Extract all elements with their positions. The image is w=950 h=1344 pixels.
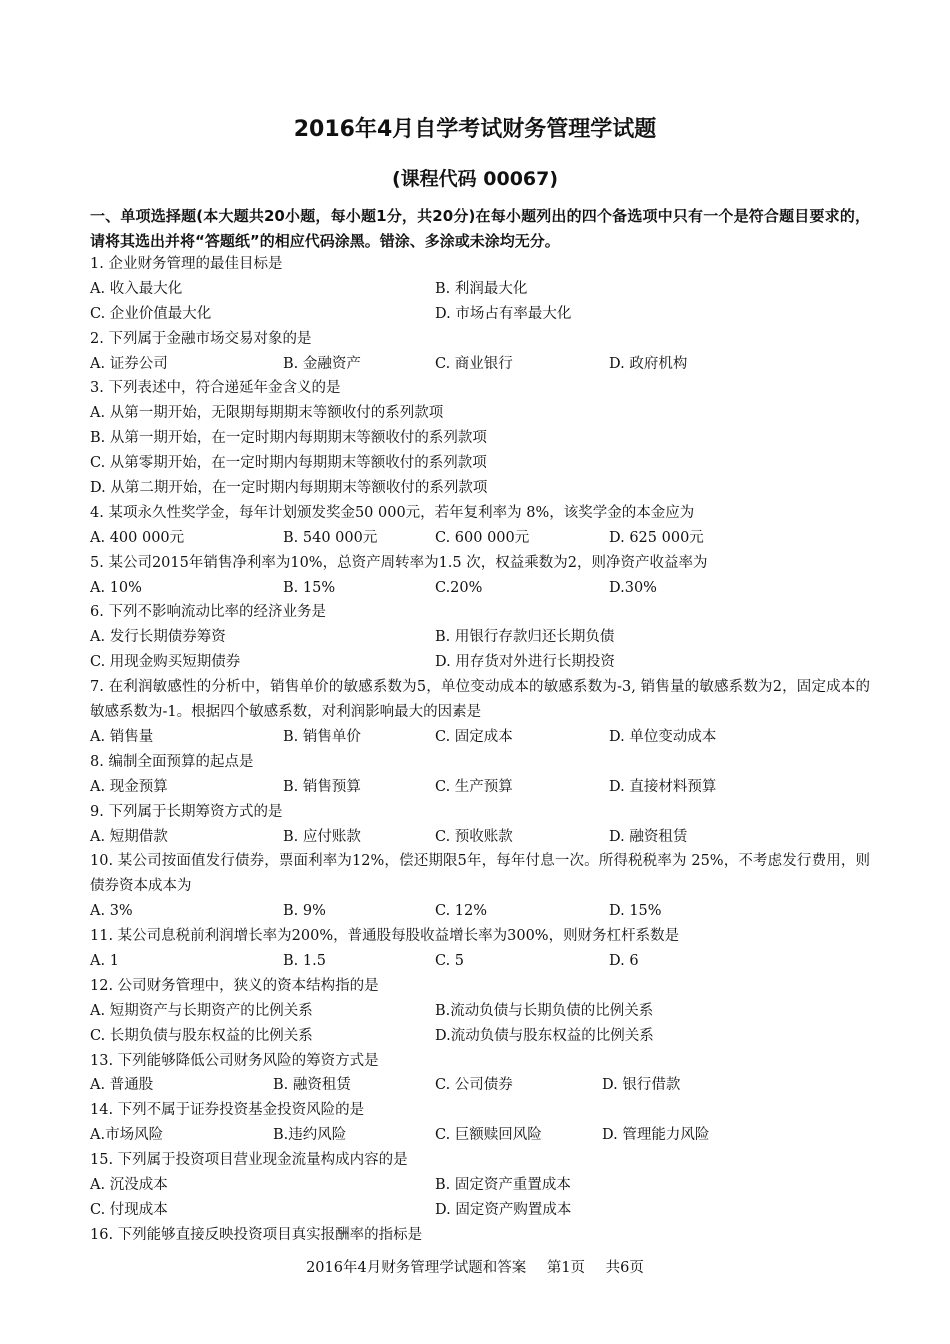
page-title: 2016年4月自学考试财务管理学试题 [293, 117, 657, 142]
question-stem: 7. 在利润敏感性的分析中，销售单价的敏感系数为5，单位变动成本的敏感系数为-3, 销售量的敏感系数为2，固定成本的敏感系数为-1。根据四个敏感系数，对利润影响最大的因素是 [90, 679, 870, 721]
answer-option: D. 从第二期开始，在一定时期内每期期末等额收付的系列款项 [90, 480, 488, 497]
answer-option: C. 用现金购买短期债券 [90, 654, 241, 671]
answer-option: C. 商业银行 [435, 355, 513, 372]
option-row [90, 302, 870, 327]
question-stem: 9. 下列属于长期筹资方式的是 [90, 803, 283, 820]
question-stem: 5. 某公司2015年销售净利率为10%，总资产周转率为1.5 次，权益乘数为2，则净资产收益率为 [90, 554, 708, 571]
section-heading: 一、单项选择题(本大题共20小题，每小题1分，共20分)在每小题列出的四个备选项中只有一个是符合题目要求的，请将其选出并将“答题纸”的相应代码涂黑。错涂、多涂或未涂均无分。 [90, 207, 870, 250]
answer-option: D. 市场占有率最大化 [435, 305, 572, 322]
option-row [90, 899, 870, 924]
answer-option: A. 1 [90, 953, 119, 969]
answer-option: A. 现金预算 [90, 778, 168, 795]
question-stem: 4. 某项永久性奖学金，每年计划颁发奖金50 000元，若年复利率为 8%，该奖学金的本金应为 [90, 504, 695, 521]
option-row [90, 277, 870, 302]
answer-option: D. 单位变动成本 [609, 728, 717, 745]
answer-option: C. 长期负债与股东权益的比例关系 [90, 1027, 313, 1044]
answer-option: B. 9% [283, 903, 326, 920]
answer-option: B. 利润最大化 [435, 280, 528, 297]
footer-page-total: 共6页 [605, 1260, 644, 1276]
answer-option: D. 管理能力风险 [602, 1127, 710, 1144]
answer-option: C. 巨额赎回风险 [435, 1127, 542, 1144]
answer-option: B. 应付账款 [283, 828, 361, 845]
question-stem: 8. 编制全面预算的起点是 [90, 753, 254, 770]
option-row [90, 426, 870, 451]
answer-option: C. 从第零期开始，在一定时期内每期期末等额收付的系列款项 [90, 455, 487, 472]
answer-option: B. 1.5 [283, 953, 326, 969]
answer-option: B.违约风险 [273, 1127, 347, 1144]
answer-option: A. 短期资产与长期资产的比例关系 [90, 1002, 313, 1019]
question-stem: 13. 下列能够降低公司财务风险的筹资方式是 [90, 1052, 379, 1069]
answer-option: D.流动负债与股东权益的比例关系 [435, 1027, 654, 1044]
question-stem: 10. 某公司按面值发行债券，票面利率为12%，偿还期限5年，每年付息一次。所得税税率为 25%，不考虑发行费用，则债券资本成本为 [90, 853, 870, 895]
answer-option: C.20% [435, 579, 483, 596]
option-row [90, 825, 870, 850]
question-stem: 15. 下列属于投资项目营业现金流量构成内容的是 [90, 1152, 408, 1169]
answer-option: D. 15% [609, 903, 662, 920]
answer-option: B. 用银行存款归还长期负债 [435, 629, 615, 646]
footer-page-number: 第1页 [546, 1260, 586, 1276]
option-row [90, 625, 870, 650]
answer-option: D. 融资租赁 [609, 828, 688, 845]
option-row [90, 352, 870, 377]
answer-option: D.30% [609, 579, 657, 596]
answer-option: D. 用存货对外进行长期投资 [435, 654, 615, 671]
option-row [90, 725, 870, 750]
answer-option: C. 企业价值最大化 [90, 305, 212, 322]
answer-option: D. 6 [609, 953, 639, 969]
answer-option: B. 融资租赁 [273, 1077, 351, 1094]
question-stem: 2. 下列属于金融市场交易对象的是 [90, 330, 312, 347]
answer-option: A. 收入最大化 [90, 280, 183, 297]
question-stem: 11. 某公司息税前利润增长率为200%，普通股每股收益增长率为300%，则财务杠杆系数是 [90, 928, 680, 945]
answer-option: A. 400 000元 [90, 529, 185, 546]
answer-option: B. 540 000元 [283, 529, 378, 546]
option-row [90, 1173, 870, 1198]
option-row [90, 1123, 870, 1148]
question-stem: 1. 企业财务管理的最佳目标是 [90, 256, 283, 272]
option-row [90, 451, 870, 476]
answer-option: A. 发行长期债券筹资 [90, 629, 226, 646]
answer-option: A. 从第一期开始，无限期每期期末等额收付的系列款项 [90, 405, 444, 422]
answer-option: C. 生产预算 [435, 778, 513, 795]
option-row [90, 1024, 870, 1049]
answer-option: D. 625 000元 [609, 529, 704, 546]
answer-option: A. 沉没成本 [90, 1177, 168, 1194]
answer-option: D. 政府机构 [609, 355, 688, 372]
answer-option: B. 固定资产重置成本 [435, 1177, 571, 1194]
answer-option: C. 公司债券 [435, 1077, 513, 1094]
option-row [90, 650, 870, 675]
footer-doc-title: 2016年4月财务管理学试题和答案 [306, 1260, 527, 1276]
question-stem: 6. 下列不影响流动比率的经济业务是 [90, 604, 326, 621]
option-row [90, 1198, 870, 1223]
answer-option: B.流动负债与长期负债的比例关系 [435, 1002, 654, 1019]
answer-option: B. 从第一期开始，在一定时期内每期期末等额收付的系列款项 [90, 430, 487, 447]
answer-option: C. 5 [435, 953, 465, 969]
answer-option: C. 付现成本 [90, 1201, 168, 1218]
answer-option: A. 短期借款 [90, 828, 168, 845]
answer-option: A. 普通股 [90, 1077, 154, 1094]
answer-option: D. 直接材料预算 [609, 778, 717, 795]
answer-option: B. 销售预算 [283, 778, 361, 795]
option-row [90, 576, 870, 601]
answer-option: B. 销售单价 [283, 728, 361, 745]
answer-option: D. 银行借款 [602, 1077, 681, 1094]
option-row [90, 999, 870, 1024]
option-row [90, 949, 870, 974]
option-row [90, 775, 870, 800]
answer-option: B. 金融资产 [283, 355, 361, 372]
question-stem: 14. 下列不属于证券投资基金投资风险的是 [90, 1102, 365, 1119]
answer-option: C. 12% [435, 903, 488, 920]
answer-option: B. 15% [283, 579, 336, 596]
question-stem: 3. 下列表述中，符合递延年金含义的是 [90, 380, 341, 397]
answer-option: C. 预收账款 [435, 828, 513, 845]
option-row [90, 401, 870, 426]
answer-option: A. 证券公司 [90, 355, 168, 372]
course-code: (课程代码 00067) [391, 168, 559, 190]
option-row [90, 1073, 870, 1098]
answer-option: C. 600 000元 [435, 529, 530, 546]
question-stem: 12. 公司财务管理中，狭义的资本结构指的是 [90, 977, 379, 994]
answer-option: A. 3% [90, 903, 133, 920]
answer-option: A. 销售量 [90, 728, 154, 745]
answer-option: D. 固定资产购置成本 [435, 1201, 572, 1218]
question-list [90, 252, 870, 1248]
answer-option: C. 固定成本 [435, 728, 513, 745]
option-row [90, 526, 870, 551]
option-row [90, 476, 870, 501]
question-stem: 16. 下列能够直接反映投资项目真实报酬率的指标是 [90, 1226, 423, 1243]
answer-option: A.市场风险 [90, 1127, 164, 1144]
page-footer [0, 1256, 950, 1277]
answer-option: A. 10% [90, 579, 142, 596]
